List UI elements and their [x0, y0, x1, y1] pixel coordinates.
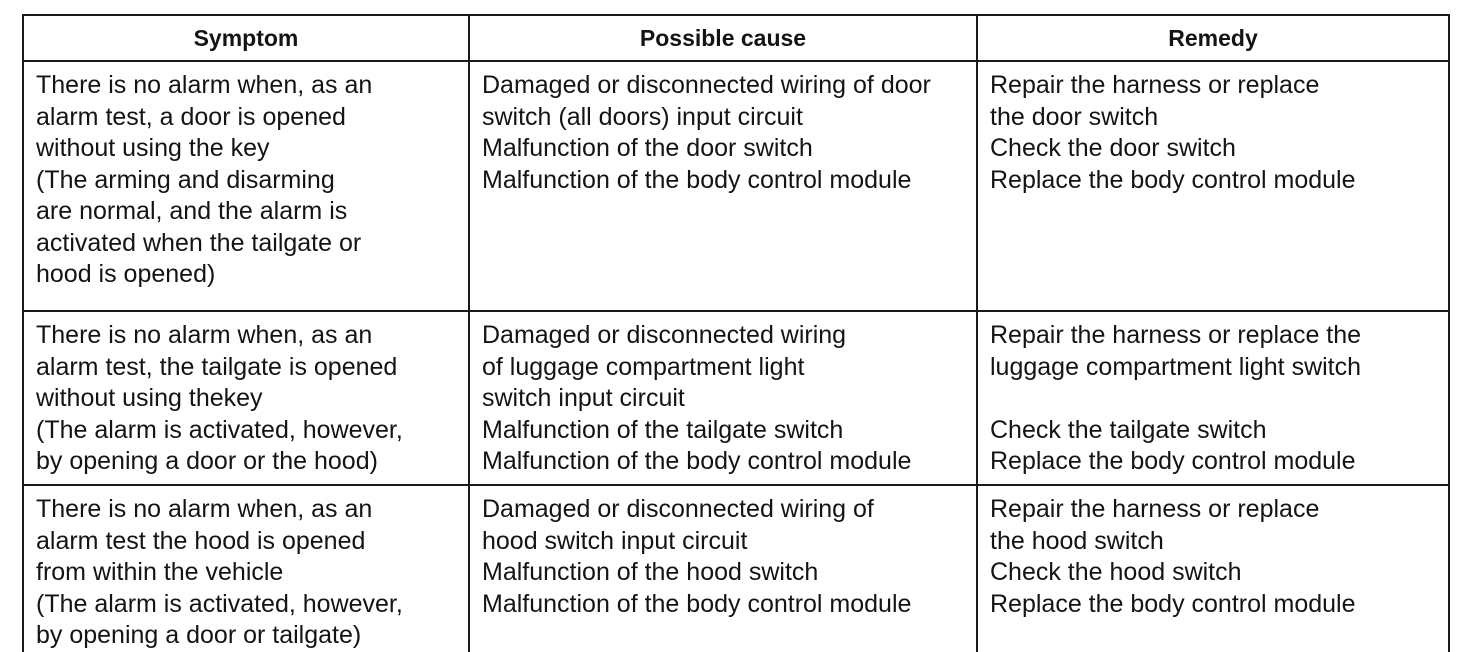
cause-line: Damaged or disconnected wiring of [482, 495, 874, 523]
cause-line: Malfunction of the body control module [482, 447, 912, 475]
table-row [23, 311, 1449, 485]
remedy-line: Check the hood switch [990, 558, 1242, 586]
symptom-line: by opening a door or the hood) [36, 447, 378, 475]
remedy-line: Repair the harness or replace [990, 71, 1320, 99]
cause-line: Damaged or disconnected wiring of door [482, 71, 931, 99]
symptom-line: alarm test the hood is opened [36, 526, 366, 555]
remedy-line [990, 383, 1438, 415]
remedy-line: Replace the body control module [990, 165, 1356, 194]
remedy-cell [977, 485, 1449, 652]
symptom-line: alarm test, a door is opened [36, 102, 346, 131]
remedy-line: the hood switch [990, 526, 1164, 555]
cause-line: hood switch input circuit [482, 526, 748, 555]
symptom-line: There is no alarm when, as an [36, 495, 373, 523]
remedy-line: Check the door switch [990, 134, 1236, 162]
table-header-row [23, 15, 1449, 61]
symptom-line: There is no alarm when, as an [36, 71, 373, 99]
cause-line: Malfunction of the body control module [482, 589, 912, 618]
remedy-line: Repair the harness or replace [990, 495, 1320, 523]
cause-line: switch (all doors) input circuit [482, 102, 803, 131]
symptom-cell [23, 485, 469, 652]
symptom-cell [23, 311, 469, 485]
symptom-line: without using the key [36, 134, 270, 162]
cause-line: switch input circuit [482, 384, 685, 412]
cause-cell [469, 485, 977, 652]
symptom-cell [23, 61, 469, 311]
remedy-line: Replace the body control module [990, 589, 1356, 618]
symptom-line: (The arming and disarming [36, 165, 335, 194]
symptom-line: (The alarm is activated, however, [36, 415, 403, 444]
cause-line: Damaged or disconnected wiring [482, 321, 847, 349]
remedy-cell [977, 311, 1449, 485]
remedy-cell [977, 61, 1449, 311]
cause-cell [469, 61, 977, 311]
symptom-line: alarm test, the tailgate is opened [36, 352, 398, 381]
troubleshooting-table [22, 14, 1450, 652]
header-symptom: Symptom [23, 15, 469, 61]
remedy-line: Replace the body control module [990, 447, 1356, 475]
remedy-line: Check the tailgate switch [990, 415, 1267, 444]
table-row [23, 61, 1449, 311]
cause-line: Malfunction of the body control module [482, 165, 912, 194]
symptom-line: from within the vehicle [36, 558, 284, 586]
cause-line: Malfunction of the hood switch [482, 558, 819, 586]
cause-line: Malfunction of the tailgate switch [482, 415, 844, 444]
symptom-line: are normal, and the alarm is [36, 197, 348, 225]
cause-line: Malfunction of the door switch [482, 134, 813, 162]
symptom-line: activated when the tailgate or [36, 228, 362, 257]
remedy-line: Repair the harness or replace the [990, 321, 1362, 349]
table-row [23, 485, 1449, 652]
symptom-line: There is no alarm when, as an [36, 321, 373, 349]
remedy-line: luggage compartment light switch [990, 352, 1362, 381]
header-possible-cause: Possible cause [469, 15, 977, 61]
remedy-line: the door switch [990, 102, 1159, 131]
cause-line: of luggage compartment light [482, 352, 805, 381]
symptom-line: without using thekey [36, 384, 263, 412]
cause-cell [469, 311, 977, 485]
symptom-line: hood is opened) [36, 260, 216, 288]
symptom-line: by opening a door or tailgate) [36, 621, 362, 649]
header-remedy: Remedy [977, 15, 1449, 61]
symptom-line: (The alarm is activated, however, [36, 589, 403, 618]
